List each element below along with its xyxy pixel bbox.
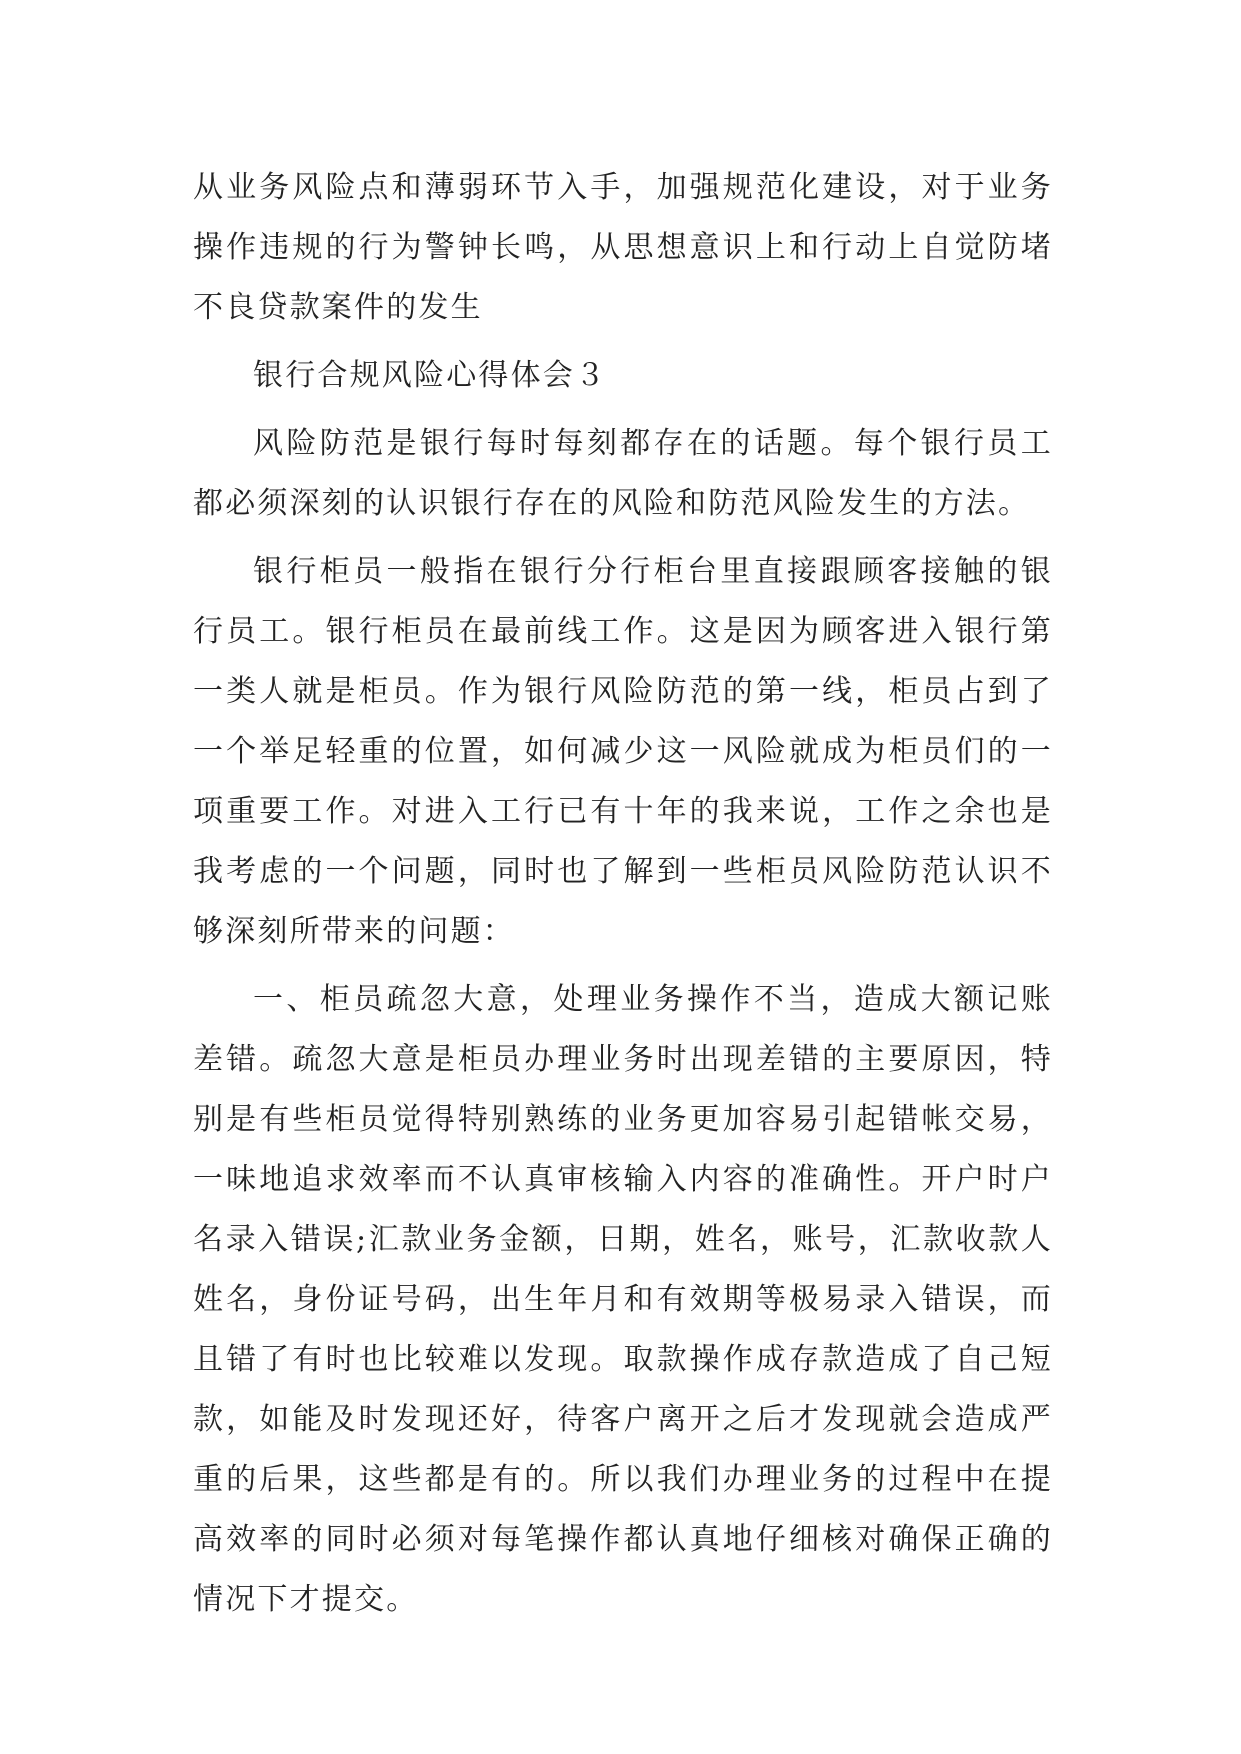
paragraph-point-one: 一、柜员疏忽大意，处理业务操作不当，造成大额记账差错。疏忽大意是柜员办理业务时出现差错的主要原因，特别是有些柜员觉得特别熟练的业务更加容易引起错帐交易，一味地追求效率而不认真审核输入内容的准确性。开户时户名录入错误;汇款业务金额，日期，姓名，账号，汇款收款人姓名，身份证号码，出生年月和有效期等极易录入错误，而且错了有时也比较难以发现。取款操作成存款造成了自己短款，如能及时发现还好，待客户离开之后才发现就会造成严重的后果，这些都是有的。所以我们办理业务的过程中在提高效率的同时必须对每笔操作都认真地仔细核对确保正确的情况下才提交。 bbox=[193, 982, 1053, 1617]
paragraph-intro: 风险防范是银行每时每刻都存在的话题。每个银行员工都必须深刻的认识银行存在的风险和防范风险发生的方法。 bbox=[193, 426, 1053, 521]
document-body bbox=[193, 158, 1053, 1638]
section-title: 银行合规风险心得体会３ bbox=[253, 358, 608, 393]
continuation-paragraph: 从业务风险点和薄弱环节入手，加强规范化建设，对于业务操作违规的行为警钟长鸣，从思想意识上和行动上自觉防堵不良贷款案件的发生 bbox=[193, 170, 1053, 325]
paragraph-teller-role: 银行柜员一般指在银行分行柜台里直接跟顾客接触的银行员工。银行柜员在最前线工作。这是因为顾客进入银行第一类人就是柜员。作为银行风险防范的第一线，柜员占到了一个举足轻重的位置，如何减少这一风险就成为柜员们的一项重要工作。对进入工行已有十年的我来说，工作之余也是我考虑的一个问题，同时也了解到一些柜员风险防范认识不够深刻所带来的问题： bbox=[193, 554, 1053, 949]
